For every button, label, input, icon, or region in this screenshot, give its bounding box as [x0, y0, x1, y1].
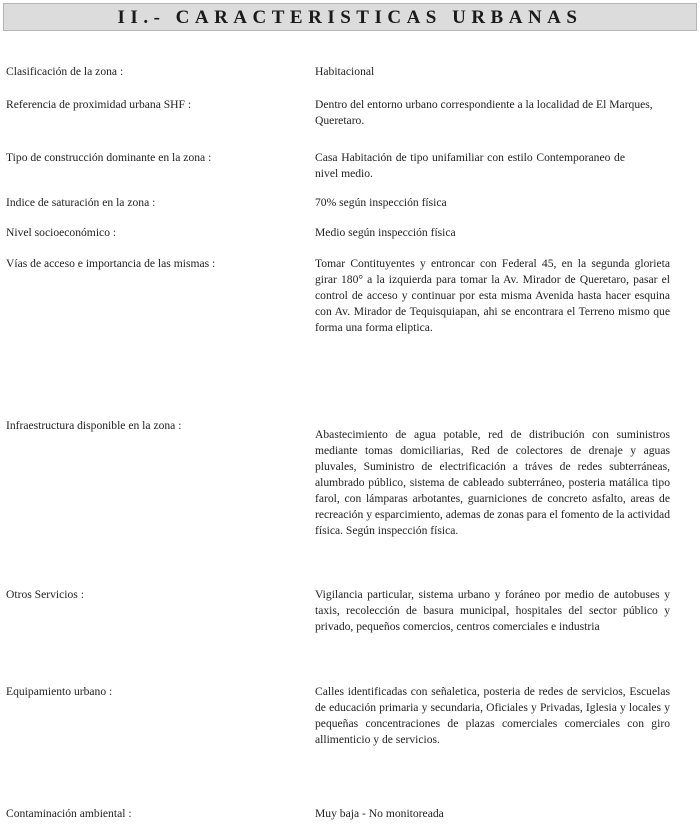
field-label: Infraestructura disponible en la zona :	[6, 419, 182, 432]
section-title: II.- CARACTERISTICAS URBANAS	[117, 7, 583, 28]
field-value: 70% según inspección física	[315, 196, 447, 209]
field-value: Tomar Contituyentes y entroncar con Federal 45, en la segunda glorieta girar 180° a la izquierda para tomar la Av. Mirador de Queretaro, pasar el control de acceso y continuar por esta misma Avenida hasta hacer esquina con Av. Mirador de Tequisquiapan, ahi se encontrara el Terreno mismo que forma una forma eliptica.	[315, 257, 670, 334]
field-label: Tipo de construcción dominante en la zona :	[6, 151, 212, 164]
field-value: Habitacional	[315, 65, 375, 78]
field-label: Contaminación ambiental :	[6, 807, 132, 820]
field-label: Clasificación de la zona :	[6, 65, 124, 78]
field-label: Referencia de proximidad urbana SHF :	[6, 98, 192, 111]
field-value: Muy baja - No monitoreada	[315, 807, 444, 820]
field-value: Abastecimiento de agua potable, red de distribución con suministros mediante tomas domiciliarias, Red de colectores de drenaje y aguas pluvales, Suministro de electrificación a tráves de redes subterráneas, alumbrado público, sistema de cableado subterráneo, posteria matálica tipo farol, con lámparas arbotantes, guarniciones de concreto asfalto, areas de recreación y esparcimiento, ademas de zonas para el fomento de la actividad física. Según inspección física.	[315, 428, 670, 537]
section-header	[3, 3, 697, 31]
field-label: Equipamiento urbano :	[6, 685, 113, 698]
field-label: Indice de saturación en la zona :	[6, 196, 156, 209]
field-label: Otros Servicios :	[6, 588, 84, 601]
field-label: Nivel socioeconómico :	[6, 226, 117, 239]
field-value: Medio según inspección física	[315, 226, 456, 239]
field-value: Dentro del entorno urbano correspondiente a la localidad de El Marques, Queretaro.	[315, 98, 653, 127]
field-label: Vías de acceso e importancia de las mismas :	[6, 257, 216, 270]
field-value: Vigilancia particular, sistema urbano y foráneo por medio de autobuses y taxis, recolección de basura municipal, hospitales del sector público y privado, pequeños comercios, centros comerciales e industria	[315, 588, 670, 633]
field-value: Calles identificadas con señaletica, posteria de redes de servicios, Escuelas de educación primaria y secundaria, Oficiales y Privadas, Iglesia y locales y pequeñas concentraciones de plazas comerciales comerciales con giro allimenticio y de servicios.	[315, 685, 670, 746]
field-value: Casa Habitación de tipo unifamiliar con estilo Contemporaneo de nivel medio.	[315, 151, 625, 180]
